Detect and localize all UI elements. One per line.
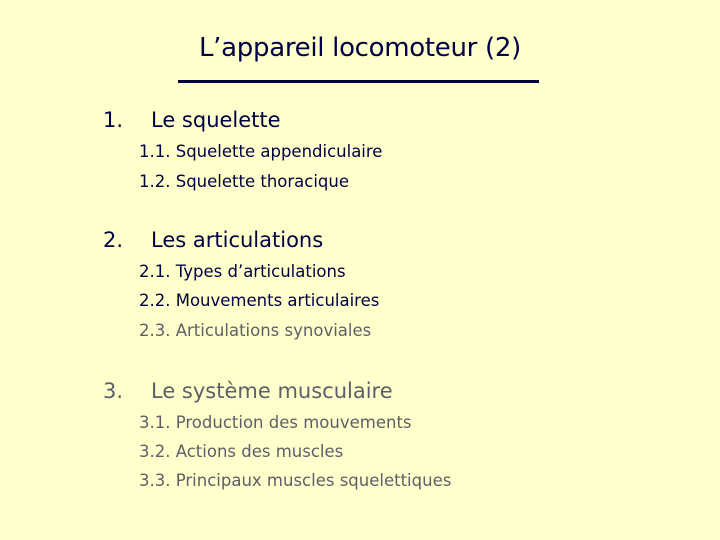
slide-title: L’appareil locomoteur (2) <box>199 33 521 63</box>
section-2-subitem-2: 2.2. Mouvements articulaires <box>139 291 380 310</box>
section-1-subitem-1: 1.1. Squelette appendiculaire <box>139 142 383 161</box>
section-1-subitem-2: 1.2. Squelette thoracique <box>139 172 350 191</box>
section-1-label: Le squelette <box>151 108 281 132</box>
section-2-subitem-1: 2.1. Types d’articulations <box>139 262 346 281</box>
section-2-subitem-3: 2.3. Articulations synoviales <box>139 321 372 340</box>
title-underline <box>178 80 539 83</box>
section-3-label: Le système musculaire <box>151 379 393 403</box>
section-3-subitem-1: 3.1. Production des mouvements <box>139 413 412 432</box>
section-3-subitem-3: 3.3. Principaux muscles squelettiques <box>139 471 452 490</box>
section-2-label: Les articulations <box>151 228 324 252</box>
section-3-number: 3. <box>103 379 124 403</box>
section-1-number: 1. <box>103 108 124 132</box>
section-3-subitem-2: 3.2. Actions des muscles <box>139 442 344 461</box>
section-2-number: 2. <box>103 228 124 252</box>
